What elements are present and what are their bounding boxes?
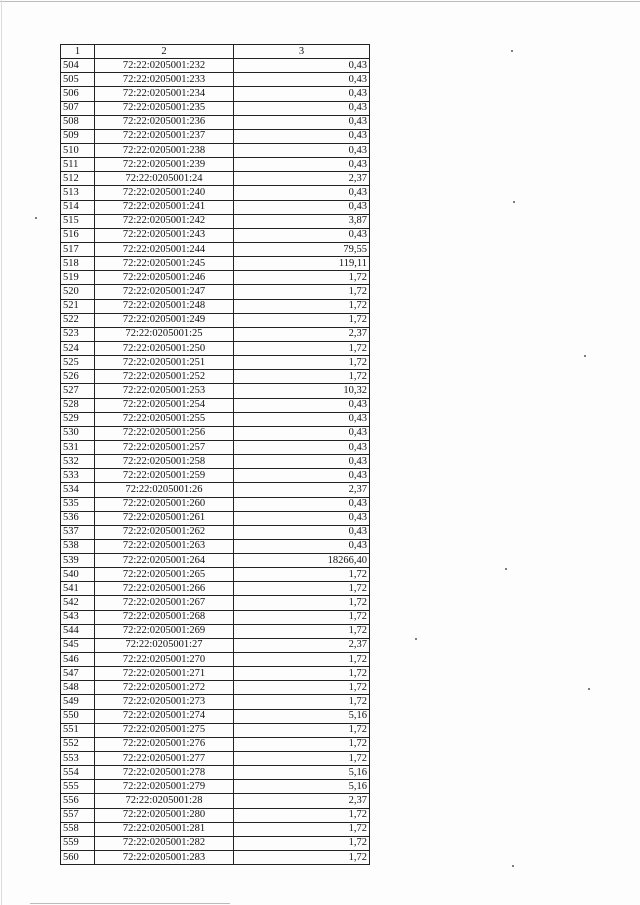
row-number: 510: [61, 143, 95, 157]
area-value: 119,11: [234, 257, 370, 271]
row-number: 542: [61, 596, 95, 610]
area-value: 1,72: [234, 610, 370, 624]
area-value: 1,72: [234, 370, 370, 384]
cadastral-number: 72:22:0205001:270: [95, 653, 234, 667]
cadastral-number: 72:22:0205001:257: [95, 440, 234, 454]
cadastral-number: 72:22:0205001:272: [95, 681, 234, 695]
cadastral-number: 72:22:0205001:249: [95, 313, 234, 327]
row-number: 505: [61, 73, 95, 87]
row-number: 513: [61, 186, 95, 200]
row-number: 512: [61, 172, 95, 186]
cadastral-number: 72:22:0205001:273: [95, 695, 234, 709]
cadastral-number: 72:22:0205001:235: [95, 101, 234, 115]
cadastral-number: 72:22:0205001:264: [95, 554, 234, 568]
area-value: 0,43: [234, 101, 370, 115]
area-value: 0,43: [234, 186, 370, 200]
cadastral-number: 72:22:0205001:275: [95, 723, 234, 737]
cadastral-number: 72:22:0205001:27: [95, 638, 234, 652]
table-row: [61, 794, 370, 808]
area-value: 5,16: [234, 766, 370, 780]
area-value: 1,72: [234, 836, 370, 850]
scan-speck: [505, 568, 507, 570]
table-row: [61, 483, 370, 497]
table-row: [61, 737, 370, 751]
table-row: [61, 341, 370, 355]
table-row: [61, 172, 370, 186]
scan-speck: [415, 638, 417, 640]
table-row: [61, 228, 370, 242]
cadastral-number: 72:22:0205001:239: [95, 158, 234, 172]
table-row: [61, 384, 370, 398]
table-row: [61, 455, 370, 469]
table-row: [61, 653, 370, 667]
cadastral-number: 72:22:0205001:251: [95, 356, 234, 370]
area-value: 5,16: [234, 780, 370, 794]
area-value: 1,72: [234, 723, 370, 737]
cadastral-number: 72:22:0205001:247: [95, 285, 234, 299]
row-number: 537: [61, 525, 95, 539]
table-row: [61, 327, 370, 341]
cadastral-number: 72:22:0205001:244: [95, 242, 234, 256]
area-value: 1,72: [234, 808, 370, 822]
row-number: 541: [61, 582, 95, 596]
area-value: 1,72: [234, 299, 370, 313]
cadastral-number: 72:22:0205001:281: [95, 822, 234, 836]
table-row: [61, 525, 370, 539]
cadastral-number: 72:22:0205001:242: [95, 214, 234, 228]
row-number: 550: [61, 709, 95, 723]
row-number: 516: [61, 228, 95, 242]
cadastral-number: 72:22:0205001:243: [95, 228, 234, 242]
cadastral-number: 72:22:0205001:280: [95, 808, 234, 822]
area-value: 2,37: [234, 172, 370, 186]
table-row: [61, 59, 370, 73]
row-number: 539: [61, 554, 95, 568]
table-row: [61, 73, 370, 87]
row-number: 532: [61, 455, 95, 469]
table-row: [61, 186, 370, 200]
cadastral-number: 72:22:0205001:256: [95, 426, 234, 440]
area-value: 1,72: [234, 313, 370, 327]
table-row: [61, 242, 370, 256]
table-row: [61, 143, 370, 157]
table-row: [61, 412, 370, 426]
cadastral-number: 72:22:0205001:274: [95, 709, 234, 723]
cadastral-number: 72:22:0205001:278: [95, 766, 234, 780]
area-value: 3,87: [234, 214, 370, 228]
area-value: 1,72: [234, 695, 370, 709]
cadastral-number: 72:22:0205001:232: [95, 59, 234, 73]
table-row: [61, 299, 370, 313]
table-row: [61, 398, 370, 412]
row-number: 529: [61, 412, 95, 426]
row-number: 545: [61, 638, 95, 652]
row-number: 557: [61, 808, 95, 822]
table-header-row: [61, 45, 370, 59]
table-row: [61, 426, 370, 440]
table-row: [61, 723, 370, 737]
table-row: [61, 667, 370, 681]
header-col-3: 3: [234, 45, 370, 59]
cadastral-number: 72:22:0205001:269: [95, 624, 234, 638]
row-number: 517: [61, 242, 95, 256]
area-value: 1,72: [234, 285, 370, 299]
row-number: 558: [61, 822, 95, 836]
scan-edge-bottom: [30, 903, 230, 904]
area-value: 0,43: [234, 59, 370, 73]
table-row: [61, 101, 370, 115]
cadastral-number: 72:22:0205001:233: [95, 73, 234, 87]
area-value: 0,43: [234, 469, 370, 483]
table-row: [61, 752, 370, 766]
area-value: 1,72: [234, 752, 370, 766]
area-value: 1,72: [234, 667, 370, 681]
row-number: 554: [61, 766, 95, 780]
area-value: 0,43: [234, 87, 370, 101]
area-value: 0,43: [234, 497, 370, 511]
table-row: [61, 554, 370, 568]
cadastral-number: 72:22:0205001:260: [95, 497, 234, 511]
row-number: 543: [61, 610, 95, 624]
table-row: [61, 370, 370, 384]
cadastral-number: 72:22:0205001:262: [95, 525, 234, 539]
row-number: 560: [61, 851, 95, 865]
cadastral-number: 72:22:0205001:283: [95, 851, 234, 865]
table-row: [61, 158, 370, 172]
row-number: 549: [61, 695, 95, 709]
table-row: [61, 313, 370, 327]
row-number: 509: [61, 129, 95, 143]
row-number: 544: [61, 624, 95, 638]
row-number: 548: [61, 681, 95, 695]
cadastral-number: 72:22:0205001:271: [95, 667, 234, 681]
area-value: 0,43: [234, 228, 370, 242]
cadastral-number: 72:22:0205001:259: [95, 469, 234, 483]
cadastral-number: 72:22:0205001:246: [95, 271, 234, 285]
cadastral-number: 72:22:0205001:276: [95, 737, 234, 751]
row-number: 524: [61, 341, 95, 355]
cadastral-number: 72:22:0205001:24: [95, 172, 234, 186]
cadastral-number: 72:22:0205001:254: [95, 398, 234, 412]
row-number: 514: [61, 200, 95, 214]
table-row: [61, 681, 370, 695]
cadastral-number: 72:22:0205001:236: [95, 115, 234, 129]
table-row: [61, 695, 370, 709]
table-row: [61, 497, 370, 511]
row-number: 536: [61, 511, 95, 525]
area-value: 0,43: [234, 511, 370, 525]
table-row: [61, 271, 370, 285]
table-row: [61, 115, 370, 129]
area-value: 1,72: [234, 851, 370, 865]
table-row: [61, 610, 370, 624]
cadastral-number: 72:22:0205001:261: [95, 511, 234, 525]
area-value: 0,43: [234, 426, 370, 440]
header-col-2: 2: [95, 45, 234, 59]
cadastral-number: 72:22:0205001:237: [95, 129, 234, 143]
cadastral-number: 72:22:0205001:245: [95, 257, 234, 271]
area-value: 1,72: [234, 624, 370, 638]
table-body: [61, 59, 370, 865]
row-number: 555: [61, 780, 95, 794]
cadastral-number: 72:22:0205001:268: [95, 610, 234, 624]
area-value: 2,37: [234, 327, 370, 341]
scan-edge-left: [1, 0, 2, 905]
area-value: 1,72: [234, 271, 370, 285]
row-number: 533: [61, 469, 95, 483]
row-number: 521: [61, 299, 95, 313]
area-value: 0,43: [234, 158, 370, 172]
area-value: 0,43: [234, 455, 370, 469]
cadastral-number: 72:22:0205001:263: [95, 539, 234, 553]
row-number: 525: [61, 356, 95, 370]
scan-speck: [511, 50, 513, 52]
table-row: [61, 214, 370, 228]
table-row: [61, 822, 370, 836]
table-row: [61, 582, 370, 596]
row-number: 527: [61, 384, 95, 398]
table-row: [61, 285, 370, 299]
table-row: [61, 624, 370, 638]
cadastral-number: 72:22:0205001:250: [95, 341, 234, 355]
table-row: [61, 638, 370, 652]
row-number: 552: [61, 737, 95, 751]
table-row: [61, 440, 370, 454]
cadastral-table: [60, 44, 370, 865]
cadastral-number: 72:22:0205001:234: [95, 87, 234, 101]
area-value: 5,16: [234, 709, 370, 723]
table-row: [61, 780, 370, 794]
area-value: 0,43: [234, 200, 370, 214]
row-number: 546: [61, 653, 95, 667]
area-value: 2,37: [234, 638, 370, 652]
table-row: [61, 568, 370, 582]
scan-speck: [513, 201, 515, 203]
row-number: 519: [61, 271, 95, 285]
area-value: 2,37: [234, 483, 370, 497]
area-value: 0,43: [234, 129, 370, 143]
cadastral-number: 72:22:0205001:28: [95, 794, 234, 808]
area-value: 1,72: [234, 356, 370, 370]
area-value: 0,43: [234, 398, 370, 412]
area-value: 0,43: [234, 115, 370, 129]
header-col-1: 1: [61, 45, 95, 59]
row-number: 522: [61, 313, 95, 327]
area-value: 0,43: [234, 412, 370, 426]
area-value: 1,72: [234, 822, 370, 836]
area-value: 10,32: [234, 384, 370, 398]
area-value: 1,72: [234, 681, 370, 695]
area-value: 0,43: [234, 73, 370, 87]
table-row: [61, 766, 370, 780]
table-row: [61, 851, 370, 865]
table-row: [61, 129, 370, 143]
cadastral-number: 72:22:0205001:265: [95, 568, 234, 582]
scan-speck: [35, 217, 37, 219]
area-value: 18266,40: [234, 554, 370, 568]
area-value: 1,72: [234, 568, 370, 582]
cadastral-number: 72:22:0205001:26: [95, 483, 234, 497]
row-number: 530: [61, 426, 95, 440]
row-number: 506: [61, 87, 95, 101]
cadastral-number: 72:22:0205001:248: [95, 299, 234, 313]
row-number: 507: [61, 101, 95, 115]
area-value: 1,72: [234, 653, 370, 667]
table-row: [61, 596, 370, 610]
cadastral-number: 72:22:0205001:252: [95, 370, 234, 384]
table-row: [61, 356, 370, 370]
row-number: 511: [61, 158, 95, 172]
area-value: 1,72: [234, 596, 370, 610]
row-number: 535: [61, 497, 95, 511]
row-number: 540: [61, 568, 95, 582]
row-number: 515: [61, 214, 95, 228]
row-number: 504: [61, 59, 95, 73]
table-row: [61, 808, 370, 822]
area-value: 1,72: [234, 582, 370, 596]
row-number: 523: [61, 327, 95, 341]
area-value: 1,72: [234, 737, 370, 751]
scan-speck: [584, 355, 586, 357]
area-value: 1,72: [234, 341, 370, 355]
area-value: 0,43: [234, 440, 370, 454]
table-row: [61, 87, 370, 101]
cadastral-number: 72:22:0205001:240: [95, 186, 234, 200]
row-number: 547: [61, 667, 95, 681]
scan-edge-top: [0, 1, 640, 2]
table-row: [61, 469, 370, 483]
row-number: 538: [61, 539, 95, 553]
table-row: [61, 836, 370, 850]
cadastral-number: 72:22:0205001:25: [95, 327, 234, 341]
cadastral-number: 72:22:0205001:277: [95, 752, 234, 766]
scan-speck: [512, 865, 514, 867]
area-value: 79,55: [234, 242, 370, 256]
cadastral-number: 72:22:0205001:238: [95, 143, 234, 157]
area-value: 0,43: [234, 539, 370, 553]
row-number: 518: [61, 257, 95, 271]
area-value: 0,43: [234, 143, 370, 157]
table-row: [61, 539, 370, 553]
cadastral-number: 72:22:0205001:279: [95, 780, 234, 794]
cadastral-number: 72:22:0205001:266: [95, 582, 234, 596]
cadastral-number: 72:22:0205001:253: [95, 384, 234, 398]
row-number: 528: [61, 398, 95, 412]
area-value: 0,43: [234, 525, 370, 539]
row-number: 508: [61, 115, 95, 129]
area-value: 2,37: [234, 794, 370, 808]
row-number: 553: [61, 752, 95, 766]
cadastral-number: 72:22:0205001:241: [95, 200, 234, 214]
row-number: 559: [61, 836, 95, 850]
cadastral-number: 72:22:0205001:282: [95, 836, 234, 850]
table-row: [61, 257, 370, 271]
row-number: 531: [61, 440, 95, 454]
cadastral-number: 72:22:0205001:258: [95, 455, 234, 469]
table-row: [61, 709, 370, 723]
cadastral-number: 72:22:0205001:255: [95, 412, 234, 426]
row-number: 526: [61, 370, 95, 384]
row-number: 534: [61, 483, 95, 497]
table-row: [61, 200, 370, 214]
table-row: [61, 511, 370, 525]
cadastral-number: 72:22:0205001:267: [95, 596, 234, 610]
row-number: 556: [61, 794, 95, 808]
scan-speck: [588, 688, 590, 690]
row-number: 520: [61, 285, 95, 299]
row-number: 551: [61, 723, 95, 737]
